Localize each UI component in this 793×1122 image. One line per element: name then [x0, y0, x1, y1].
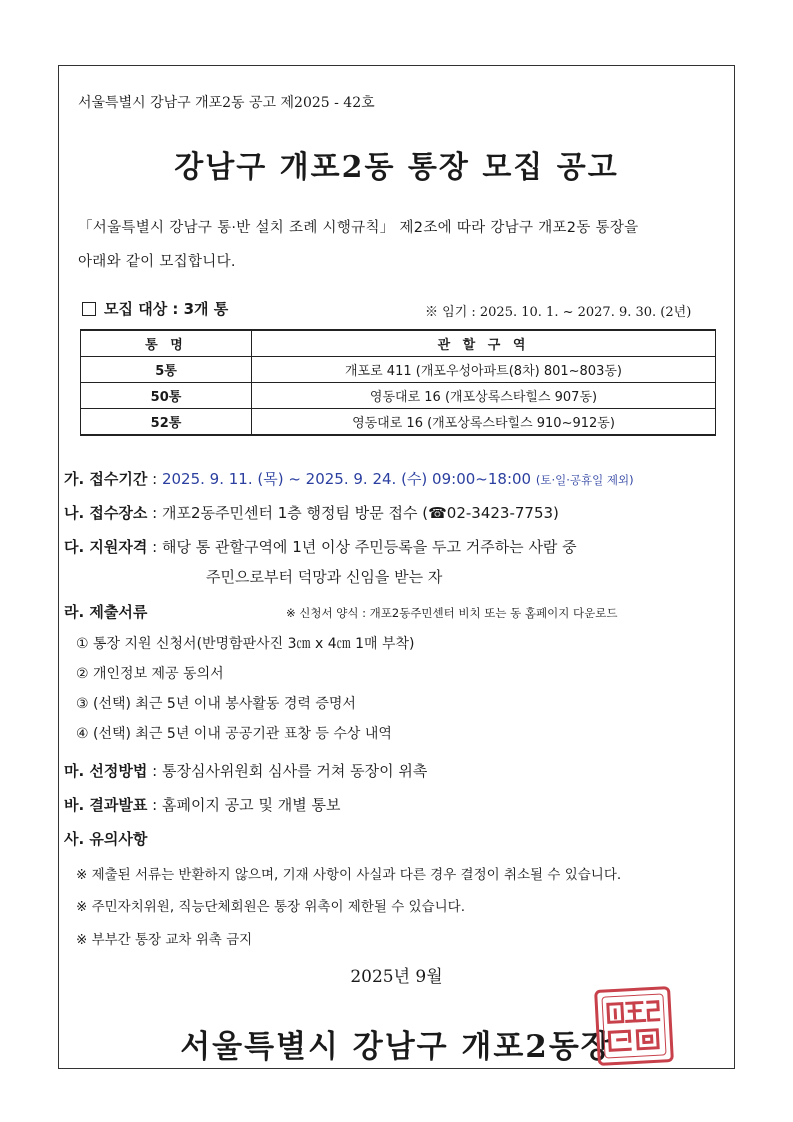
eligibility-value-1: 해당 통 관할구역에 1년 이상 주민등록을 두고 거주하는 사람 중: [161, 538, 577, 556]
application-place-value: 개포2동주민센터 1층 행정팀 방문 접수 (☎02-3423-7753): [161, 504, 559, 522]
section-label: 바. 결과발표: [64, 796, 148, 814]
section-notes: [64, 828, 147, 849]
recruit-target-text: 모집 대상 : 3개 통: [104, 300, 229, 318]
document-item: ③ (선택) 최근 5년 이내 봉사활동 경력 증명서: [76, 696, 356, 712]
document-item: ② 개인정보 제공 동의서: [76, 666, 224, 682]
application-period-note: (토·일·공휴일 제외): [535, 473, 634, 487]
district-table: [80, 329, 716, 436]
table-cell-district: 50통: [81, 383, 252, 409]
page-title: 강남구 개포2동 통장 모집 공고: [174, 150, 619, 185]
table-cell-district: 5통: [81, 357, 252, 383]
table-header-row: [81, 330, 716, 357]
checkbox-icon: [82, 302, 96, 316]
issuer-signature: 서울특별시 강남구 개포2동장: [180, 1029, 613, 1065]
table-cell-area: 개포로 411 (개포우성아파트(8차) 801~803동): [252, 357, 716, 383]
table-cell-area: 영동대로 16 (개포상록스타힐스 907동): [252, 383, 716, 409]
note-item: ※ 주민자치위원, 직능단체회원은 통장 위촉이 제한될 수 있습니다.: [76, 899, 465, 915]
document-item: ① 통장 지원 신청서(반명함판사진 3㎝ x 4㎝ 1매 부착): [76, 636, 415, 652]
result-announcement-value: 홈페이지 공고 및 개별 통보: [161, 796, 341, 814]
document-item: ④ (선택) 최근 5년 이내 공공기관 표창 등 수상 내역: [76, 726, 392, 742]
section-label: 라. 제출서류: [64, 603, 148, 621]
intro-line-1: 「서울특별시 강남구 통·반 설치 조례 시행규칙」 제2조에 따라 강남구 개포2동 통장을: [78, 220, 639, 236]
table-header-district: 통 명: [81, 330, 252, 357]
selection-method-value: 통장심사위원회 심사를 거쳐 동장이 위촉: [161, 762, 428, 780]
term-of-office: ※ 임기 : 2025. 10. 1. ~ 2027. 9. 30. (2년): [425, 305, 692, 320]
eligibility-value-2: 주민으로부터 덕망과 신임을 받는 자: [206, 568, 443, 586]
section-result-announcement: 바. 결과발표 : 홈페이지 공고 및 개별 통보: [64, 796, 341, 814]
table-row: [81, 409, 716, 436]
section-application-period: 가. 접수기간 : 2025. 9. 11. (목) ~ 2025. 9. 24. (수) 09:00~18:00 (토·일·공휴일 제외): [64, 470, 634, 488]
section-documents: [64, 601, 147, 622]
section-application-place: 나. 접수장소 : 개포2동주민센터 1층 행정팀 방문 접수 (☎02-3423-7753): [64, 504, 559, 522]
note-item: ※ 부부간 통장 교차 위촉 금지: [76, 932, 253, 948]
section-label: 다. 지원자격: [64, 538, 148, 556]
documents-note: ※ 신청서 양식 : 개포2동주민센터 비치 또는 동 홈페이지 다운로드: [286, 606, 618, 620]
table-cell-area: 영동대로 16 (개포상록스타힐스 910~912동): [252, 409, 716, 436]
intro-line-2: 아래와 같이 모집합니다.: [78, 254, 236, 270]
section-selection-method: 마. 선정방법 : 통장심사위원회 심사를 거쳐 동장이 위촉: [64, 762, 428, 780]
note-item: ※ 제출된 서류는 반환하지 않으며, 기재 사항이 사실과 다른 경우 결정이 취소될 수 있습니다.: [76, 867, 622, 883]
table-row: [81, 383, 716, 409]
section-eligibility: 다. 지원자격 : 해당 통 관할구역에 1년 이상 주민등록을 두고 거주하는 사람 중: [64, 538, 577, 556]
notice-date: 2025년 9월: [350, 967, 443, 987]
official-seal-stamp: [594, 986, 674, 1066]
seal-glyph-icon: [597, 989, 671, 1063]
section-label: 나. 접수장소: [64, 504, 148, 522]
section-label: 마. 선정방법: [64, 762, 148, 780]
application-period-value: 2025. 9. 11. (목) ~ 2025. 9. 24. (수) 09:00~18:00: [161, 470, 532, 488]
table-cell-district: 52통: [81, 409, 252, 436]
notice-reference-number: 서울특별시 강남구 개포2동 공고 제2025 - 42호: [78, 95, 375, 111]
section-label: 가. 접수기간: [64, 470, 148, 488]
recruit-target: [82, 298, 228, 319]
table-header-area: 관 할 구 역: [252, 330, 716, 357]
table-row: [81, 357, 716, 383]
section-label: 사. 유의사항: [64, 830, 148, 848]
